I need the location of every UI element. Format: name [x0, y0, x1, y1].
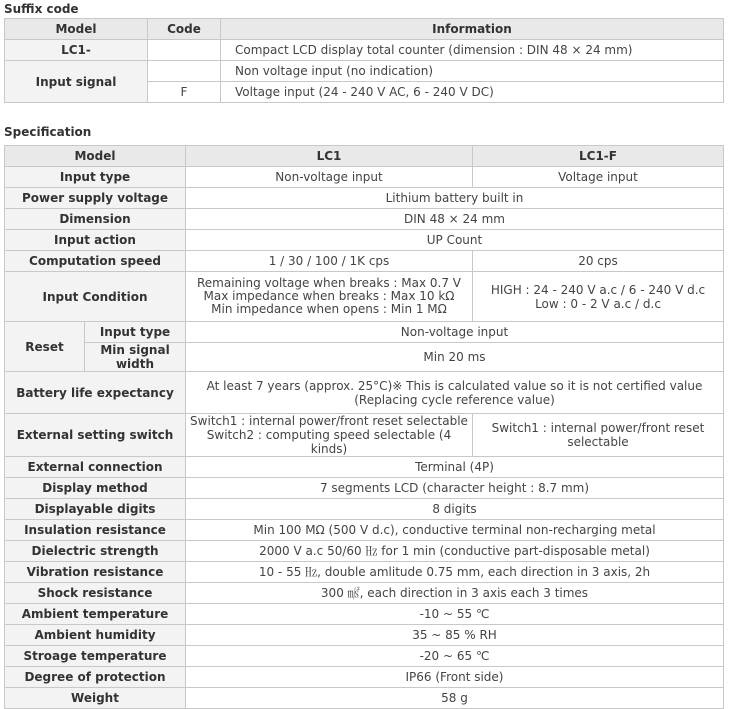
spec-row-battery-life	[5, 372, 724, 414]
spec-label: Insulation resistance	[5, 520, 186, 541]
spec-value: 7 segments LCD (character height : 8.7 mm)	[186, 478, 724, 499]
spec-reset-label: Reset	[5, 322, 85, 372]
spec-label: External connection	[5, 457, 186, 478]
spec-label: External setting switch	[5, 414, 186, 457]
spec-label: Degree of protection	[5, 667, 186, 688]
suffix-code-cell	[148, 61, 221, 82]
spec-label: Power supply voltage	[5, 188, 186, 209]
spec-value-lc1: Switch1 : internal power/front reset selectable Switch2 : computing speed selectable (4 kinds)	[186, 414, 473, 457]
spec-row-input-condition	[5, 272, 724, 322]
suffix-input-signal-label: Input signal	[5, 61, 148, 103]
spec-value: Non-voltage input	[186, 322, 724, 343]
spec-label: Ambient humidity	[5, 625, 186, 646]
spec-row	[5, 457, 724, 478]
spec-label: Shock resistance	[5, 583, 186, 604]
spec-value-lc1: 1 / 30 / 100 / 1K cps	[186, 251, 473, 272]
spec-row-external-setting	[5, 414, 724, 457]
spec-value: At least 7 years (approx. 25°C)※ This is calculated value so it is not certified value (Replacing cycle reference value)	[186, 372, 724, 414]
spec-value: 58 g	[186, 688, 724, 709]
spec-value-lc1f: Voltage input	[473, 167, 724, 188]
spec-header-row	[5, 146, 724, 167]
spec-row	[5, 625, 724, 646]
spec-row-power-supply	[5, 188, 724, 209]
suffix-info-cell: Voltage input (24 - 240 V AC, 6 - 240 V DC)	[221, 82, 724, 103]
spec-row-reset-min-signal	[5, 343, 724, 372]
spec-value: Min 100 MΩ (500 V d.c), conductive terminal non-recharging metal	[186, 520, 724, 541]
spec-row-input-action	[5, 230, 724, 251]
spec-row	[5, 583, 724, 604]
spec-value-lc1f: 20 cps	[473, 251, 724, 272]
spec-label: Input action	[5, 230, 186, 251]
spec-value-lc1f: Switch1 : internal power/front reset selectable	[473, 414, 724, 457]
spec-row	[5, 688, 724, 709]
spec-row	[5, 646, 724, 667]
spec-value: -10 ~ 55 ℃	[186, 604, 724, 625]
spec-header-lc1f: LC1-F	[473, 146, 724, 167]
spec-row	[5, 562, 724, 583]
spec-value: -20 ~ 65 ℃	[186, 646, 724, 667]
spec-value: Min 20 ms	[186, 343, 724, 372]
suffix-model-info: Compact LCD display total counter (dimension : DIN 48 × 24 mm)	[221, 40, 724, 61]
spec-row	[5, 604, 724, 625]
suffix-row-input-signal	[5, 61, 724, 82]
spec-value: 8 digits	[186, 499, 724, 520]
spec-row	[5, 667, 724, 688]
suffix-row-model	[5, 40, 724, 61]
spec-value-lc1f: HIGH : 24 - 240 V a.c / 6 - 240 V d.c Low : 0 - 2 V a.c / d.c	[473, 272, 724, 322]
spec-row-computation-speed	[5, 251, 724, 272]
spec-value: 300 ㎨, each direction in 3 axis each 3 times	[186, 583, 724, 604]
spec-row-input-type	[5, 167, 724, 188]
specification-table	[4, 145, 724, 709]
spec-label: Battery life expectancy	[5, 372, 186, 414]
spec-label: Vibration resistance	[5, 562, 186, 583]
spec-label: Input type	[5, 167, 186, 188]
suffix-code-title: Suffix code	[4, 2, 79, 16]
spec-label: Displayable digits	[5, 499, 186, 520]
spec-row	[5, 499, 724, 520]
suffix-code-table	[4, 18, 724, 103]
spec-value: 35 ~ 85 % RH	[186, 625, 724, 646]
suffix-model-label: LC1-	[5, 40, 148, 61]
spec-label: Weight	[5, 688, 186, 709]
spec-value: DIN 48 × 24 mm	[186, 209, 724, 230]
spec-label: Stroage temperature	[5, 646, 186, 667]
spec-label: Ambient temperature	[5, 604, 186, 625]
spec-label: Dielectric strength	[5, 541, 186, 562]
spec-value-lc1: Non-voltage input	[186, 167, 473, 188]
spec-sublabel: Min signal width	[85, 343, 186, 372]
spec-value-lc1: Remaining voltage when breaks : Max 0.7 V Max impedance when breaks : Max 10 kΩ Min impedance when opens : Min 1 MΩ	[186, 272, 473, 322]
spec-row	[5, 541, 724, 562]
spec-header-lc1: LC1	[186, 146, 473, 167]
suffix-header-model: Model	[5, 19, 148, 40]
suffix-info-cell: Non voltage input (no indication)	[221, 61, 724, 82]
suffix-code-cell: F	[148, 82, 221, 103]
spec-label: Input Condition	[5, 272, 186, 322]
specification-title: Specification	[4, 125, 92, 139]
suffix-header-code: Code	[148, 19, 221, 40]
spec-sublabel: Input type	[85, 322, 186, 343]
spec-value: 10 - 55 ㎐, double amlitude 0.75 mm, each direction in 3 axis, 2h	[186, 562, 724, 583]
spec-value: IP66 (Front side)	[186, 667, 724, 688]
spec-value: 2000 V a.c 50/60 ㎐ for 1 min (conductive part-disposable metal)	[186, 541, 724, 562]
spec-row	[5, 478, 724, 499]
spec-label: Dimension	[5, 209, 186, 230]
spec-header-model: Model	[5, 146, 186, 167]
spec-value: Terminal (4P)	[186, 457, 724, 478]
spec-row	[5, 520, 724, 541]
spec-row-reset-input-type	[5, 322, 724, 343]
suffix-model-code	[148, 40, 221, 61]
spec-label: Display method	[5, 478, 186, 499]
suffix-header-information: Information	[221, 19, 724, 40]
spec-label: Computation speed	[5, 251, 186, 272]
spec-row-dimension	[5, 209, 724, 230]
suffix-header-row	[5, 19, 724, 40]
spec-value: UP Count	[186, 230, 724, 251]
spec-value: Lithium battery built in	[186, 188, 724, 209]
